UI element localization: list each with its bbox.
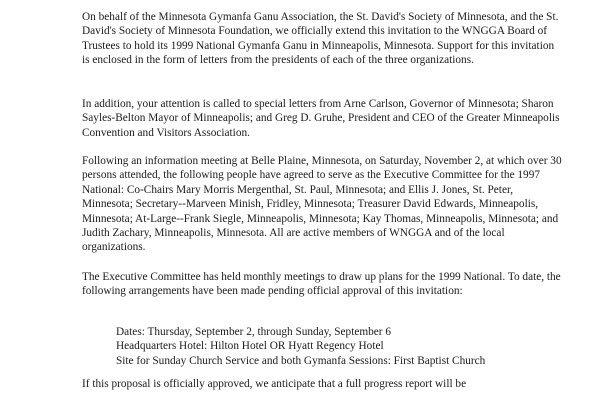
- paragraph-executive-committee: Following an information meeting at Belle Plaine, Minnesota, on Saturday, November 2, at which over 30 persons attended, the following people have agreed to serve as the Executive Committee for the 1997 National: Co-Chairs Mary Morris Mergenthal, St. Paul, Minnesota; and Ellis J. Jones, St. Peter, Minnesota; Secretary--Marveen Minish, Fridley, Minnesota; Treasurer David Edwards, Minneapolis, Minnesota; At-Large--Frank Siegle, Minneapolis, Minnesota; Kay Thomas, Minneapolis, Minnesota; and Judith Zachary, Minneapolis, Minnesota. All are active members of WNGGA and of the local organizations.: [82, 155, 562, 254]
- arrangement-church-site: Site for Sunday Church Service and both Gymanfa Sessions: First Baptist Church: [116, 354, 486, 367]
- arrangement-dates: Dates: Thursday, September 2, through Sunday, September 6: [116, 326, 392, 338]
- arrangement-hotel: Headquarters Hotel: Hilton Hotel OR Hyatt Regency Hotel: [116, 340, 384, 353]
- paragraph-monthly-meetings: The Executive Committee has held monthly meetings to draw up plans for the 1999 National. To date, the following arrangements have been made pending official approval of this invitation:: [82, 271, 561, 298]
- arrangements-list: [116, 325, 576, 368]
- paragraph-special-letters: In addition, your attention is called to special letters from Arne Carlson, Governor of Minnesota; Sharon Sayles-Belton Mayor of Minneapolis; and Greg D. Gruhe, President and CEO of the Greater Minneapolis Convention and Visitors Association.: [82, 98, 560, 139]
- paragraph-invitation: On behalf of the Minnesota Gymanfa Ganu Association, the St. David's Society of Minnesota, and the St. David's Society of Minnesota Foundation, we officially extend this invitation to the WNGGA Board of Trustees to hold its 1999 National Gymanfa Ganu in Minneapolis, Minnesota. Support for this invitation is enclosed in the form of letters from the presidents of each of the three organizations.: [82, 11, 559, 67]
- paragraph-progress-report: If this proposal is officially approved, we anticipate that a full progress report will be: [82, 378, 467, 390]
